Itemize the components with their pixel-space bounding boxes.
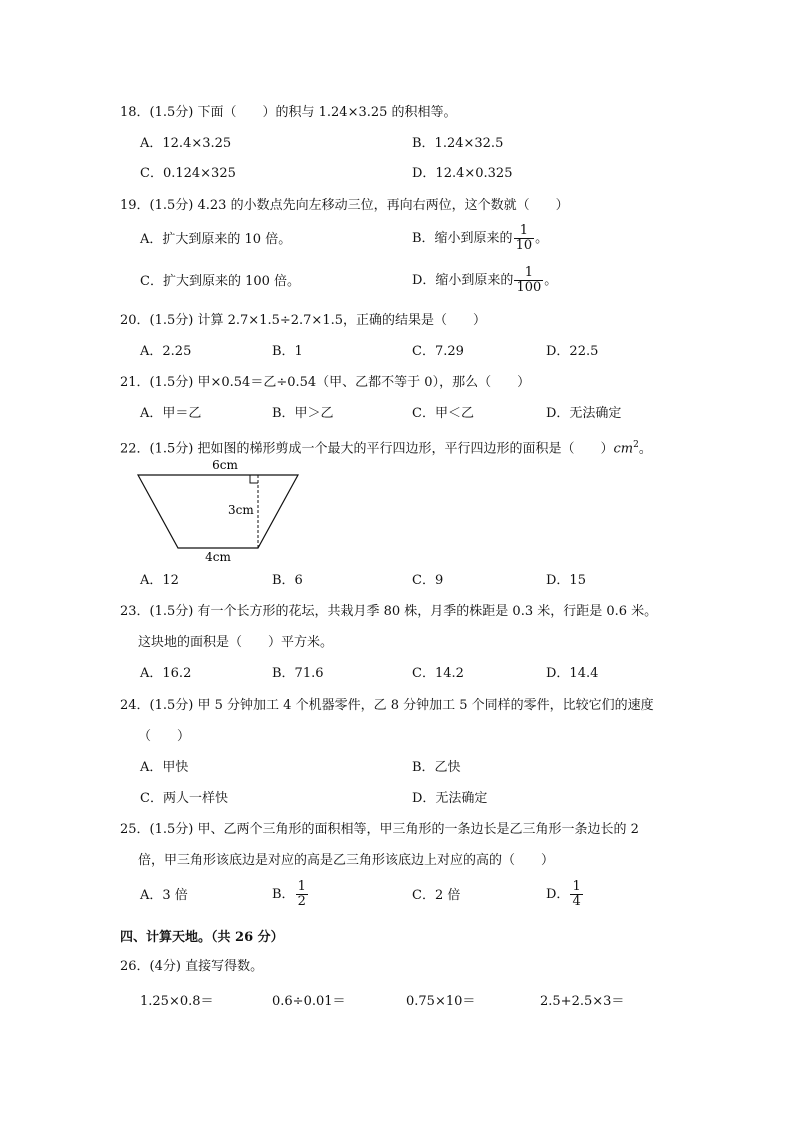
fraction-denominator: 2 (297, 894, 306, 909)
q24-option-b: B．乙快 (412, 760, 461, 775)
q22-stem-end: 。 (638, 441, 652, 457)
q19-option-c: C．扩大到原来的 100 倍。 (140, 274, 301, 289)
q19-option-b-suffix: 。 (535, 231, 549, 246)
q18-option-a: A．12.4×3.25 (140, 136, 232, 151)
q25-option-a: A．3 倍 (140, 888, 188, 903)
q24-stem-line2: （ ） (138, 729, 191, 744)
q26-item-4: 2.5+2.5×3＝ (540, 994, 625, 1009)
q25-option-b-prefix: B． (272, 887, 295, 902)
q21-option-c: C．甲＜乙 (412, 406, 474, 421)
q25-stem-line2: 倍，甲三角形该底边是对应的高是乙三角形该底边上对应的高的（ ） (138, 853, 555, 868)
q26-item-1: 1.25×0.8＝ (140, 994, 214, 1009)
q25-option-b (272, 880, 309, 909)
trapezoid-figure (130, 455, 310, 567)
q23-option-d: D．14.4 (546, 666, 599, 681)
q23-option-c: C．14.2 (412, 666, 464, 681)
q25-option-d-fraction (570, 880, 582, 909)
q19-stem: 19．(1.5分) 4.23 的小数点先向左移动三位，再向右两位，这个数就（ ） (120, 198, 569, 213)
fraction-denominator: 10 (515, 238, 533, 253)
q20-option-b: B．1 (272, 344, 303, 359)
trapezoid-top-label: 6cm (212, 458, 238, 472)
q25-option-d-prefix: D． (546, 887, 570, 902)
q19-option-b-fraction (514, 224, 535, 253)
q21-option-a: A．甲＝乙 (140, 406, 202, 421)
q19-option-b-prefix: B．缩小到原来的 (412, 231, 513, 246)
q24-option-d: D．无法确定 (412, 791, 488, 806)
q20-option-c: C．7.29 (412, 344, 464, 359)
q21-option-d: D．无法确定 (546, 406, 622, 421)
fraction-numerator: 1 (514, 266, 543, 281)
trapezoid-shape (138, 475, 298, 548)
q22-unit: cm (613, 441, 634, 457)
q26-item-2: 0.6÷0.01＝ (272, 994, 346, 1009)
fraction-numerator: 1 (572, 879, 581, 894)
right-angle-mark (250, 475, 258, 483)
q23-option-b: B．71.6 (272, 666, 324, 681)
q20-option-d: D．22.5 (546, 344, 599, 359)
q25-stem-line1: 25．(1.5分) 甲、乙两个三角形的面积相等，甲三角形的一条边长是乙三角形一条边长的 2 (120, 822, 639, 837)
q24-option-a: A．甲快 (140, 760, 189, 775)
q18-stem: 18．(1.5分) 下面（ ）的积与 1.24×3.25 的积相等。 (120, 105, 457, 120)
q24-option-c: C．两人一样快 (140, 791, 228, 806)
q24-stem-line1: 24．(1.5分) 甲 5 分钟加工 4 个机器零件，乙 8 分钟加工 5 个同样的零件，比较它们的速度 (120, 698, 654, 713)
fraction-denominator: 4 (572, 894, 581, 909)
q22-unit-exponent: 2 (633, 440, 639, 450)
q22-option-b: B．6 (272, 573, 303, 588)
q21-stem: 21．(1.5分) 甲×0.54＝乙÷0.54（甲、乙都不等于 0），那么（ ） (120, 375, 531, 390)
q22-stem-text: 22．(1.5分) 把如图的梯形剪成一个最大的平行四边形，平行四边形的面积是（ ） (120, 441, 614, 457)
q20-stem: 20．(1.5分) 计算 2.7×1.5÷2.7×1.5，正确的结果是（ ） (120, 313, 486, 328)
q22-option-c: C．9 (412, 573, 444, 588)
q19-option-d-fraction (514, 266, 543, 295)
q20-option-a: A．2.25 (140, 344, 192, 359)
q19-option-d-prefix: D．缩小到原来的 (412, 273, 514, 288)
q22-option-d: D．15 (546, 573, 586, 588)
q23-option-a: A．16.2 (140, 666, 192, 681)
q19-option-d-suffix: 。 (544, 273, 558, 288)
fraction-numerator: 1 (514, 224, 535, 239)
section-4-title: 四、计算天地。（共 26 分） (120, 930, 284, 945)
fraction-denominator: 100 (516, 280, 542, 295)
q21-option-b: B．甲＞乙 (272, 406, 334, 421)
q18-option-d: D．12.4×0.325 (412, 166, 513, 181)
q23-stem-line2: 这块地的面积是（ ）平方米。 (138, 635, 334, 650)
q25-option-c: C．2 倍 (412, 888, 461, 903)
q19-option-a: A．扩大到原来的 10 倍。 (140, 232, 292, 247)
q19-option-d (412, 266, 557, 295)
q18-option-b: B．1.24×32.5 (412, 136, 504, 151)
q25-option-b-fraction (296, 880, 308, 909)
trapezoid-height-label: 3cm (228, 503, 254, 517)
q22-option-a: A．12 (140, 573, 179, 588)
q26-item-3: 0.75×10＝ (406, 994, 476, 1009)
q25-option-d (546, 880, 584, 909)
q23-stem-line1: 23．(1.5分) 有一个长方形的花坛，共栽月季 80 株，月季的株距是 0.3 米，行距是 0.6 米。 (120, 604, 658, 619)
q18-option-c: C．0.124×325 (140, 166, 236, 181)
q26-stem: 26．(4分) 直接写得数。 (120, 959, 264, 974)
q19-option-b (412, 224, 548, 253)
trapezoid-bottom-label: 4cm (205, 550, 231, 564)
fraction-numerator: 1 (297, 879, 306, 894)
